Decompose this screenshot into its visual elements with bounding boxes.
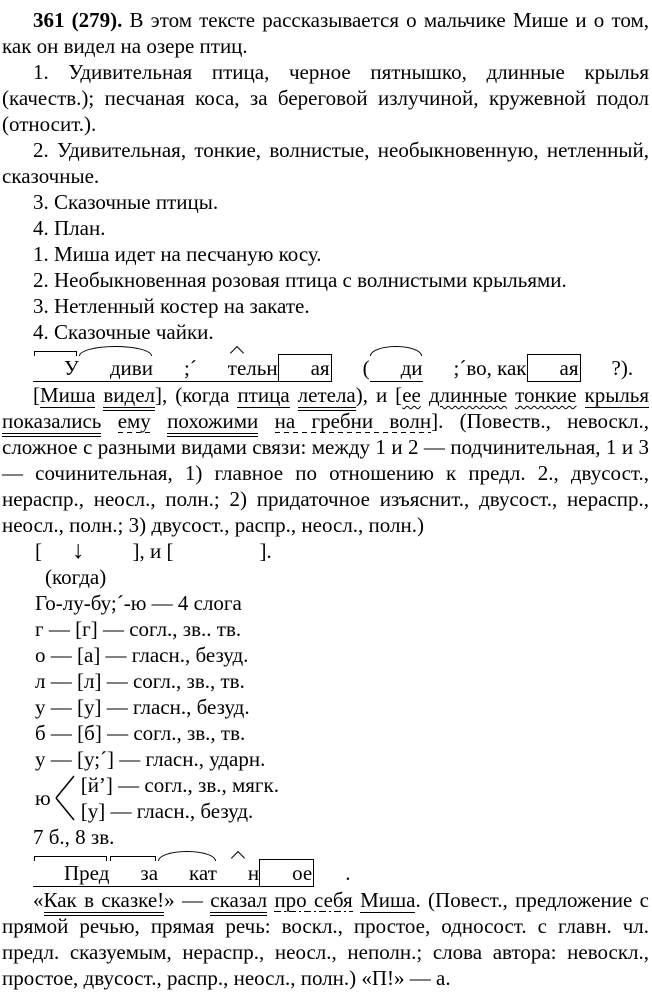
analysis-token: видел bbox=[103, 383, 155, 411]
phonetic-analysis-block bbox=[2, 590, 649, 772]
analysis-token: сказал bbox=[210, 888, 267, 916]
morpheme-segment: . bbox=[345, 861, 351, 885]
answer-item-3: 3. Сказочные птицы. bbox=[33, 190, 219, 214]
morpheme-segment: н bbox=[217, 860, 259, 887]
analysis-token: » — bbox=[164, 888, 211, 912]
phonetic-line: у — [у] — гласн., безуд. bbox=[35, 695, 250, 719]
syllable-division: Го-лу-бу;´-ю — 4 слога bbox=[35, 591, 242, 615]
analysis-token: на гребни волн bbox=[274, 409, 432, 433]
down-arrow-icon: ↓ bbox=[72, 537, 85, 564]
intro-text: В этом тексте рассказывается о мальчике Мише и о том, как он видел на озере птиц. bbox=[2, 8, 649, 58]
morpheme-segment: кат bbox=[158, 860, 217, 887]
sound-line-y: [й’] — согл., зв., мягк. bbox=[80, 773, 279, 797]
morpheme-segment: ая bbox=[278, 354, 332, 382]
analysis-token bbox=[258, 409, 274, 433]
phonetic-line: б — [б] — согл., зв., тв. bbox=[35, 721, 246, 745]
morpheme-analysis-udivitelnaya bbox=[2, 345, 649, 382]
plan-item-2: 2. Необыкновенная розовая птица с волнистыми крыльями. bbox=[33, 268, 567, 292]
analysis-token: показались bbox=[2, 409, 101, 437]
analysis-token: ), и [ bbox=[355, 383, 403, 407]
analysis-token: длинные bbox=[428, 383, 508, 407]
analysis-token: похожими bbox=[167, 409, 258, 437]
analysis-token: про себя bbox=[274, 888, 353, 912]
analysis-token bbox=[101, 409, 117, 433]
analysis-token: ]. (Повеств., невоскл., сложное с разными видами связи: между 1 и 2 — подчинительная, 1 и 3 — сочинительная, 1) главное по отношению к предл. 2., двусост., нераспр., неосл., полн.; 2) придаточное изъяснит., двусост., нераспр., неосл., полн.; 3) двусост., распр., неосл., полн.) bbox=[2, 409, 650, 537]
letters-sounds-total: 7 б., 8 зв. bbox=[33, 825, 115, 849]
morpheme-segment: ;´ bbox=[153, 355, 197, 382]
analysis-token bbox=[507, 383, 515, 407]
morpheme-segment: ?). bbox=[611, 356, 634, 380]
exercise-number: 361 (279). bbox=[33, 8, 123, 32]
morpheme-segment: за bbox=[109, 860, 158, 887]
morpheme-segment: ое bbox=[259, 859, 314, 887]
letter-yu: ю bbox=[35, 786, 51, 810]
analysis-token: Миша bbox=[40, 383, 96, 407]
morpheme-segment: ( bbox=[362, 356, 370, 380]
scheme-close-bracket: ]. bbox=[259, 539, 272, 563]
analysis-token: Как в сказке! bbox=[44, 888, 165, 916]
plan-item-3: 3. Нетленный костер на закате. bbox=[33, 294, 310, 318]
analysis-token bbox=[353, 888, 360, 912]
plan-item-4: 4. Сказочные чайки. bbox=[33, 320, 214, 344]
phonetic-line: о — [а] — гласн., безуд. bbox=[35, 643, 249, 667]
phonetic-line: л — [л] — согл., зв., тв. bbox=[35, 669, 245, 693]
analysis-token: крылья bbox=[584, 383, 650, 407]
phonetic-line: у — [у;´] — гласн., ударн. bbox=[35, 747, 266, 771]
analysis-token: птица bbox=[237, 383, 290, 407]
answer-item-1: 1. Удивительная птица, черное пятнышко, длинные крылья (качеств.); песчаная коса, за береговой излучиной, кружевной подол (относит.). bbox=[2, 60, 649, 136]
phonetic-lines bbox=[35, 616, 649, 772]
analysis-token: ее bbox=[402, 383, 421, 407]
analysis-token: « bbox=[33, 888, 44, 912]
fork-sound-rows bbox=[81, 772, 279, 824]
analysis-token: . (Повест., предложение с прямой речью, прямая речь: воскл., простое, односост. с главн. чл. предл. сказуемым, нераспр., неосл., неполн.; слова автора: невоскл., простое, двусост., распр., неосл., полн.) «П!» — а. bbox=[2, 888, 650, 990]
scheme-middle: ], и [ bbox=[132, 539, 174, 563]
analysis-token: летела bbox=[298, 383, 356, 411]
intro-paragraph bbox=[2, 7, 649, 59]
morpheme-analysis-predzakatnoe bbox=[2, 850, 649, 887]
analysis-token: Миша bbox=[360, 888, 416, 912]
phonetic-line: г — [г] — согл., зв.. тв. bbox=[35, 617, 242, 641]
morpheme-segment: Пред bbox=[33, 860, 109, 887]
scheme-open-bracket: [ bbox=[35, 539, 42, 563]
analysis-token: тонкие bbox=[515, 383, 577, 407]
morpheme-segment: ;´во, как bbox=[453, 356, 527, 380]
scheme-row bbox=[35, 538, 649, 564]
analysis-token bbox=[151, 409, 167, 433]
iotated-letter-fork bbox=[2, 772, 649, 824]
answer-item-2: 2. Удивительная, тонкие, волнистые, необыкновенную, нетленный, сказочные. bbox=[2, 138, 649, 188]
sentence-scheme bbox=[2, 538, 649, 590]
syntax-analysis-paragraph bbox=[2, 382, 649, 538]
fork-lines-icon bbox=[53, 772, 77, 824]
analysis-token: [ bbox=[33, 383, 40, 407]
direct-speech-analysis-paragraph bbox=[2, 887, 649, 991]
plan-item-1: 1. Миша идет на песчаную косу. bbox=[33, 242, 322, 266]
morpheme-segment: ди bbox=[370, 355, 423, 382]
analysis-token: ], (когда bbox=[155, 383, 238, 407]
answer-item-4: 4. План. bbox=[33, 216, 106, 240]
analysis-token: ему bbox=[117, 409, 151, 433]
morpheme-segment: ая bbox=[527, 354, 581, 382]
analysis-token bbox=[290, 383, 298, 407]
sound-line-u: [у] — гласн., безуд. bbox=[80, 799, 254, 823]
analysis-token bbox=[421, 383, 429, 407]
scheme-subordinate-word: (когда) bbox=[45, 565, 107, 589]
morpheme-segment: тельн bbox=[197, 355, 278, 382]
analysis-token bbox=[577, 383, 585, 407]
morpheme-segment: диви bbox=[79, 355, 153, 382]
morpheme-segment: У bbox=[33, 355, 79, 382]
